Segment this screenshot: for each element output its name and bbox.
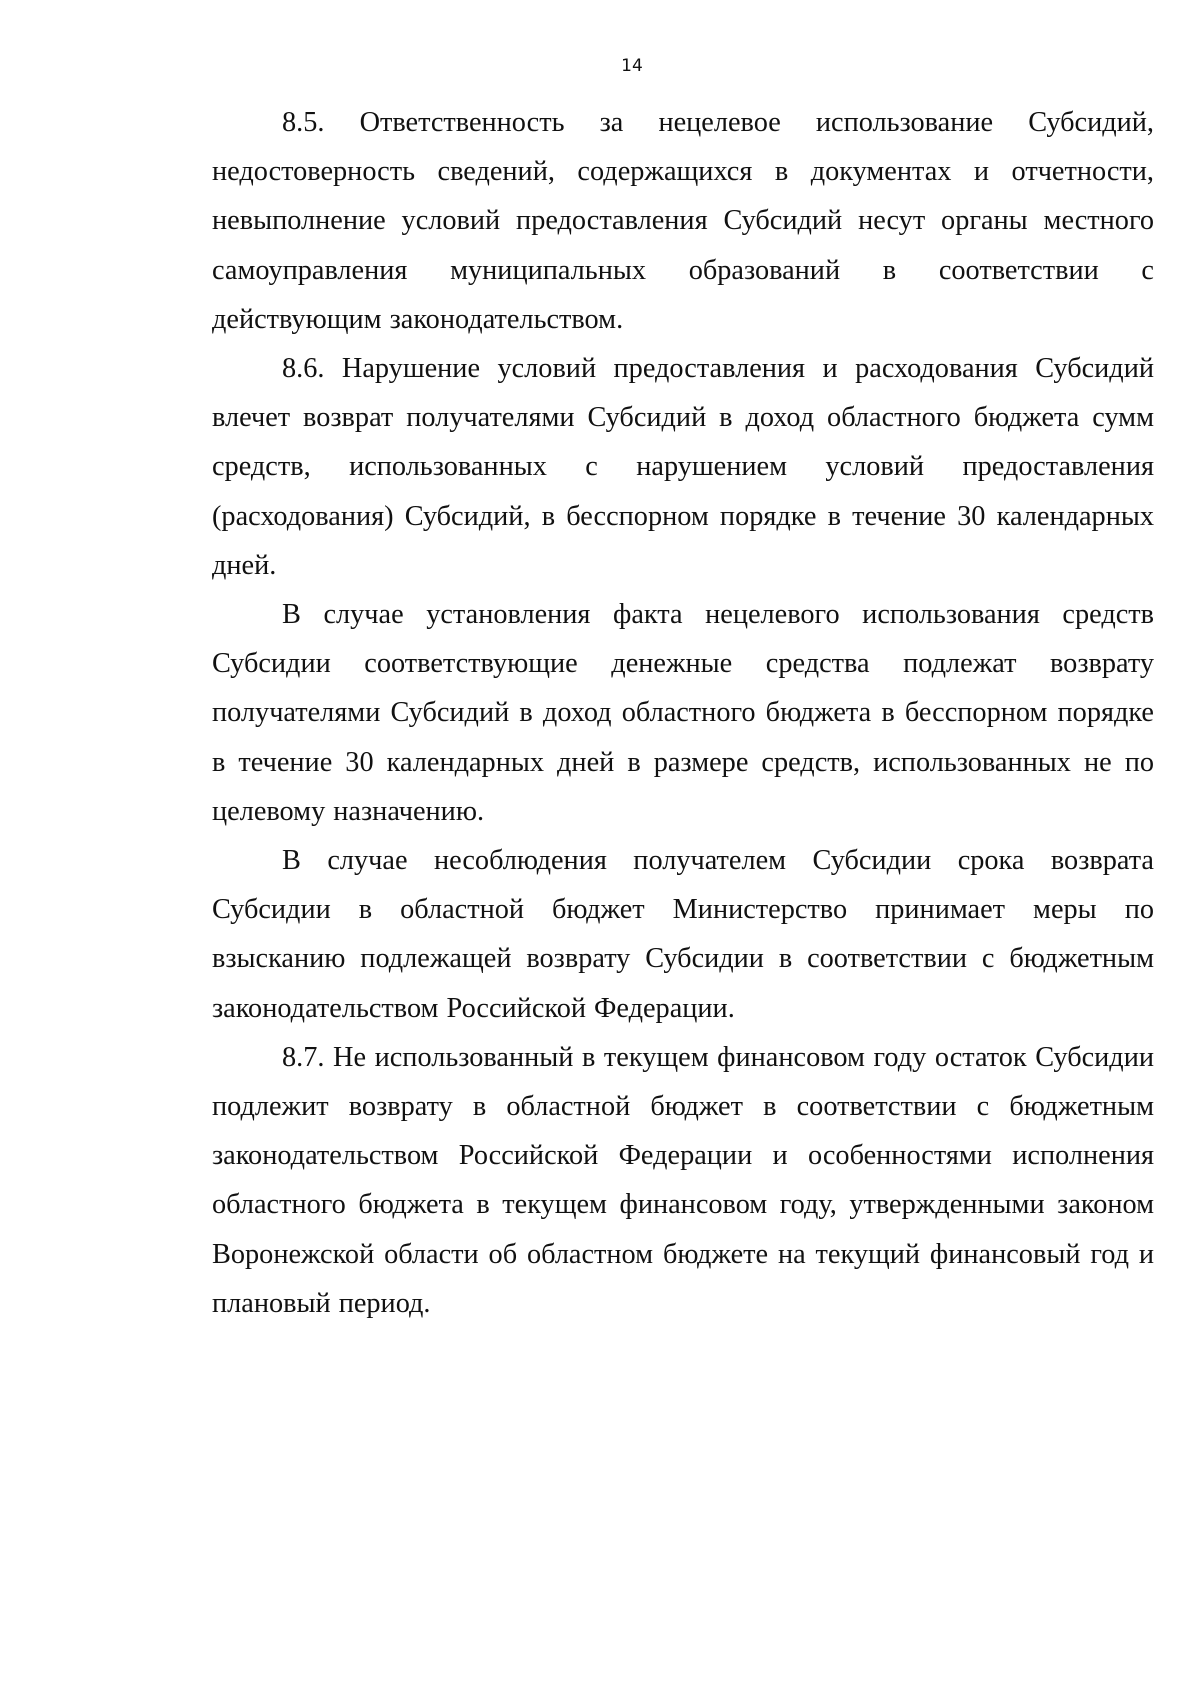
page-number: 14 <box>621 56 643 76</box>
paragraph-8-6: 8.6. Нарушение условий предоставления и расходования Субсидий влечет возврат получателями Субсидий в доход областного бюджета сумм средств, использованных с нарушением условий предоставления (расходования) Субсидий, в бесспорном порядке в течение 30 календарных дней. <box>212 353 1154 581</box>
paragraph-8-5: 8.5. Ответственность за нецелевое использование Субсидий, недостоверность сведений, содержащихся в документах и отчетности, невыполнение условий предоставления Субсидий несут органы местного самоуправления муниципальных образований в соответствии с действующим законодательством. <box>212 107 1154 335</box>
paragraph-misuse-refund: В случае установления факта нецелевого использования средств Субсидии соответствующие денежные средства подлежат возврату получателями Субсидий в доход областного бюджета в бесспорном порядке в течение 30 календарных дней в размере средств, использованных не по целевому назначению. <box>212 599 1154 827</box>
document-body <box>212 98 1154 1328</box>
paragraph-8-7: 8.7. Не использованный в текущем финансовом году остаток Субсидии подлежит возврату в областной бюджет в соответствии с бюджетным законодательством Российской Федерации и особенностями исполнения областного бюджета в текущем финансовом году, утвержденными законом Воронежской области об областном бюджете на текущий финансовый год и плановый период. <box>212 1041 1154 1319</box>
paragraph-recovery-measures: В случае несоблюдения получателем Субсидии срока возврата Субсидии в областной бюджет Министерство принимает меры по взысканию подлежащей возврату Субсидии в соответствии с бюджетным законодательством Российской Федерации. <box>212 845 1154 1024</box>
